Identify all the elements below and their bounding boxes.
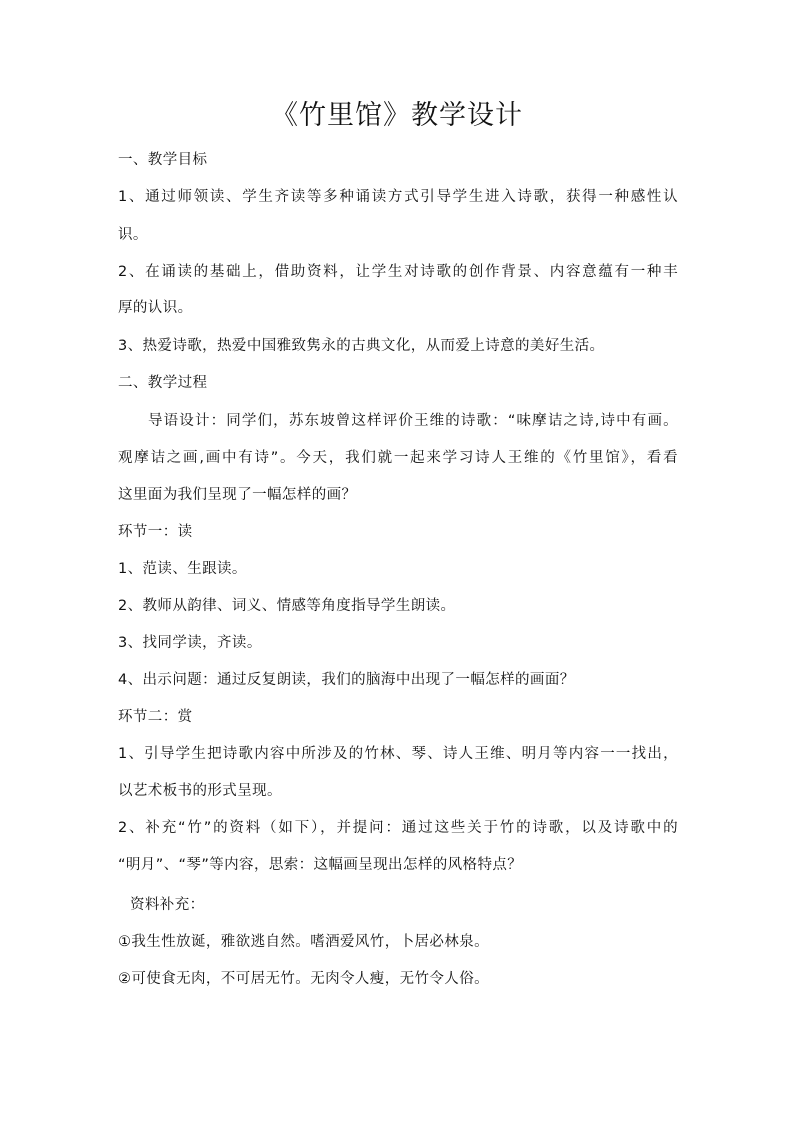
document-title: 《竹里馆》教学设计 — [271, 100, 523, 131]
quote-item: ①我生性放诞，雅欲逃自然。嗜酒爱风竹，卜居必林泉。 — [118, 934, 489, 950]
quote-item: ②可使食无肉，不可居无竹。无肉令人瘦，无竹令人俗。 — [118, 971, 489, 987]
list-item: 1、引导学生把诗歌内容中所涉及的竹林、琴、诗人王维、明月等内容一一找出， — [118, 746, 678, 762]
paragraph-line: “明月”、“琴”等内容，思索：这幅画呈现出怎样的风格特点？ — [118, 857, 523, 873]
list-item: 3、找同学读，齐读。 — [118, 635, 262, 651]
paragraph-line: 识。 — [118, 227, 148, 243]
paragraph-line: 厚的认识。 — [118, 300, 193, 316]
supplement-heading: 资料补充： — [130, 897, 205, 913]
section-heading-objectives: 一、教学目标 — [118, 152, 208, 168]
list-item: 2、教师从韵律、词义、情感等角度指导学生朗读。 — [118, 598, 456, 614]
subsection-heading-read: 环节一：读 — [118, 524, 193, 540]
section-heading-process: 二、教学过程 — [118, 375, 208, 391]
list-item: 2、补充“竹”的资料（如下），并提问：通过这些关于竹的诗歌，以及诗歌中的 — [118, 820, 678, 836]
paragraph-line: 观摩诘之画,画中有诗”。今天，我们就一起来学习诗人王维的《竹里馆》，看看 — [118, 450, 678, 466]
paragraph-line: 以艺术板书的形式呈现。 — [118, 783, 282, 799]
paragraph-line: 3、热爱诗歌，热爱中国雅致隽永的古典文化，从而爱上诗意的美好生活。 — [118, 338, 605, 354]
list-item: 1、范读、生跟读。 — [118, 561, 247, 577]
subsection-heading-appreciate: 环节二：赏 — [118, 709, 193, 725]
paragraph-line: 2、在诵读的基础上，借助资料，让学生对诗歌的创作背景、内容意蕴有一种丰 — [118, 264, 678, 280]
paragraph-line: 导语设计：同学们，苏东坡曾这样评价王维的诗歌：“味摩诘之诗,诗中有画。 — [148, 413, 678, 429]
paragraph-line: 这里面为我们呈现了一幅怎样的画？ — [118, 487, 357, 503]
list-item: 4、出示问题：通过反复朗读，我们的脑海中出现了一幅怎样的画面？ — [118, 672, 575, 688]
paragraph-line: 1、通过师领读、学生齐读等多种诵读方式引导学生进入诗歌，获得一种感性认 — [118, 189, 678, 205]
